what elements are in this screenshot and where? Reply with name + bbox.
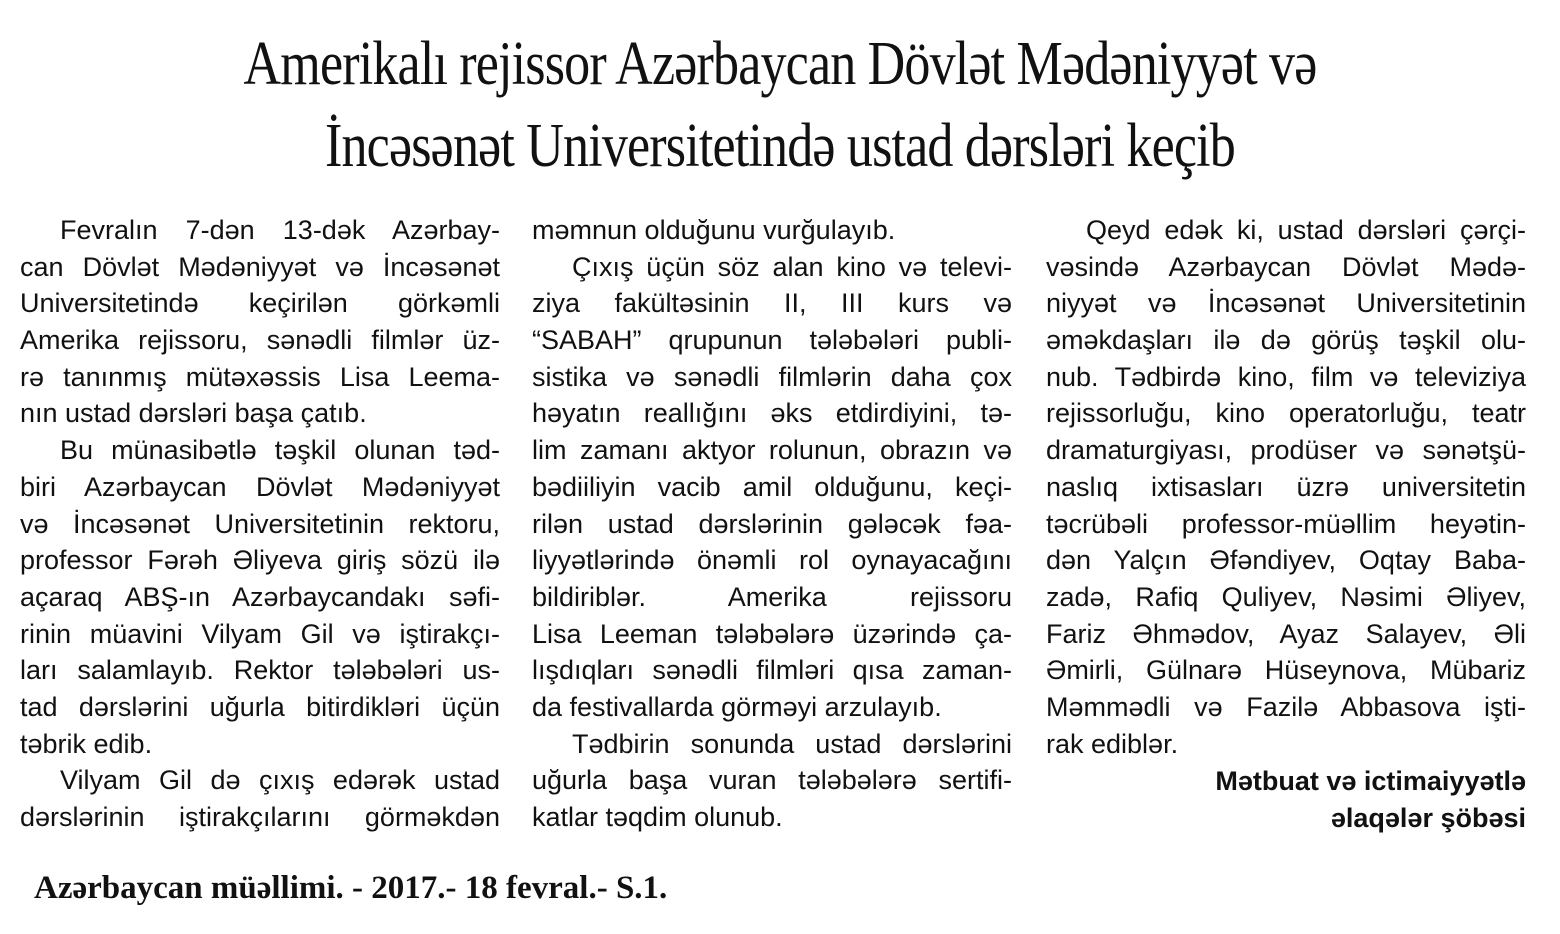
text-line: bədiiliyin vacib amil olduğunu, keçi-: [532, 471, 1012, 502]
text-line: rinin müavini Vilyam Gil və iştirakçı-: [20, 618, 500, 649]
text-line: tad dərslərini uğurla bitirdikləri üçün: [20, 691, 500, 722]
text-line: həyatın reallığını əks etdirdiyini, tə-: [532, 398, 1012, 429]
text-line: rak ediblər.: [1046, 728, 1179, 759]
text-line: sistika və sənədli filmlərin daha çox: [532, 361, 1012, 392]
text-line: Universitetində keçirilən görkəmli: [20, 288, 500, 319]
text-line: Çıxış üçün söz alan kino və televi-: [572, 251, 1012, 282]
article-column-3: [1046, 212, 1526, 762]
text-line: bildiriblər. Amerika rejissoru: [532, 581, 1012, 612]
text-line: dərslərinin iştirakçılarını görməkdən: [20, 802, 500, 832]
text-line: Bu münasibətlə təşkil olunan təd-: [60, 435, 500, 466]
text-line: məmnun olduğunu vurğulayıb.: [532, 215, 896, 245]
text-line: Fevralın 7-dən 13-dək Azərbay-: [60, 215, 500, 245]
text-line: və İncəsənət Universitetinin rektoru,: [20, 508, 500, 539]
headline-line-2: İncəsənət Universitetində ustad dərsləri keçib: [324, 112, 1236, 180]
text-line: zadə, Rafiq Quliyev, Nəsimi Əliyev,: [1046, 581, 1526, 612]
text-line: təbrik edib.: [20, 728, 153, 759]
text-line: biri Azərbaycan Dövlət Mədəniyyət: [20, 471, 500, 502]
text-line: təcrübəli professor-müəllim heyətin-: [1046, 508, 1526, 539]
text-line: Vilyam Gil də çıxış edərək ustad: [60, 765, 500, 796]
text-line: Fariz Əhmədov, Ayaz Salayev, Əli: [1046, 618, 1526, 649]
text-line: “SABAH” qrupunun tələbələri publi-: [532, 325, 1012, 356]
signature-line-1: Mətbuat və ictimaiyyətlə: [1215, 766, 1526, 796]
text-line: vəsində Azərbaycan Dövlət Mədə-: [1046, 251, 1526, 282]
text-line: professor Fərəh Əliyeva giriş sözü ilə: [20, 545, 500, 576]
text-line: dramaturgiyası, prodüser və sənətşü-: [1046, 435, 1526, 466]
text-line: lim zamanı aktyor rolunun, obrazın və: [532, 435, 1012, 466]
text-line: dən Yalçın Əfəndiyev, Oqtay Baba-: [1046, 545, 1526, 576]
text-line: Tədbirin sonunda ustad dərslərini: [572, 728, 1012, 759]
text-line: nub. Tədbirdə kino, film və televiziya: [1046, 361, 1526, 392]
text-line: nın ustad dərsləri başa çatıb.: [20, 398, 367, 429]
text-line: liyyətlərində önəmli rol oynayacağını: [532, 545, 1012, 576]
text-line: katlar təqdim olunub.: [532, 802, 783, 832]
text-line: niyyət və İncəsənət Universitetinin: [1046, 288, 1526, 319]
text-line: rilən ustad dərslərinin gələcək fəa-: [532, 508, 1012, 539]
text-line: ziya fakültəsinin II, III kurs və: [532, 288, 1012, 319]
text-line: Lisa Leeman tələbələrə üzərində ça-: [532, 618, 1012, 649]
text-line: naslıq ixtisasları üzrə universitetin: [1046, 471, 1526, 502]
text-line: Amerika rejissoru, sənədli filmlər üz-: [20, 325, 500, 356]
text-line: əməkdaşları ilə də görüş təşkil olu-: [1046, 325, 1526, 356]
text-line: Qeyd edək ki, ustad dərsləri çərçi-: [1086, 215, 1526, 245]
text-line: açaraq ABŞ-ın Azərbaycandakı səfi-: [20, 581, 500, 612]
signature-line-2: əlaqələr şöbəsi: [1330, 803, 1526, 833]
text-line: Məmmədli və Fazilə Abbasova işti-: [1046, 691, 1526, 722]
text-line: da festivallarda görməyi arzulayıb.: [532, 691, 942, 722]
text-line: uğurla başa vuran tələbələrə sertifi-: [532, 765, 1012, 796]
headline-line-1: Amerikalı rejissor Azərbaycan Dövlət Mədəniyyət və: [243, 30, 1317, 98]
article-column-1: [20, 212, 500, 836]
text-line: rə tanınmış mütəxəssis Lisa Leema-: [20, 361, 500, 392]
article-column-2: [532, 212, 1012, 836]
text-line: ları salamlayıb. Rektor tələbələri us-: [20, 655, 500, 686]
text-line: can Dövlət Mədəniyyət və İncəsənət: [20, 251, 500, 282]
text-line: lışdıqları sənədli filmləri qısa zaman-: [532, 655, 1012, 686]
text-line: Əmirli, Gülnarə Hüseynova, Mübariz: [1046, 655, 1526, 686]
text-line: rejissorluğu, kino operatorluğu, teatr: [1046, 398, 1526, 429]
source-citation: Azərbaycan müəllimi. - 2017.- 18 fevral.- S.1.: [34, 870, 668, 906]
